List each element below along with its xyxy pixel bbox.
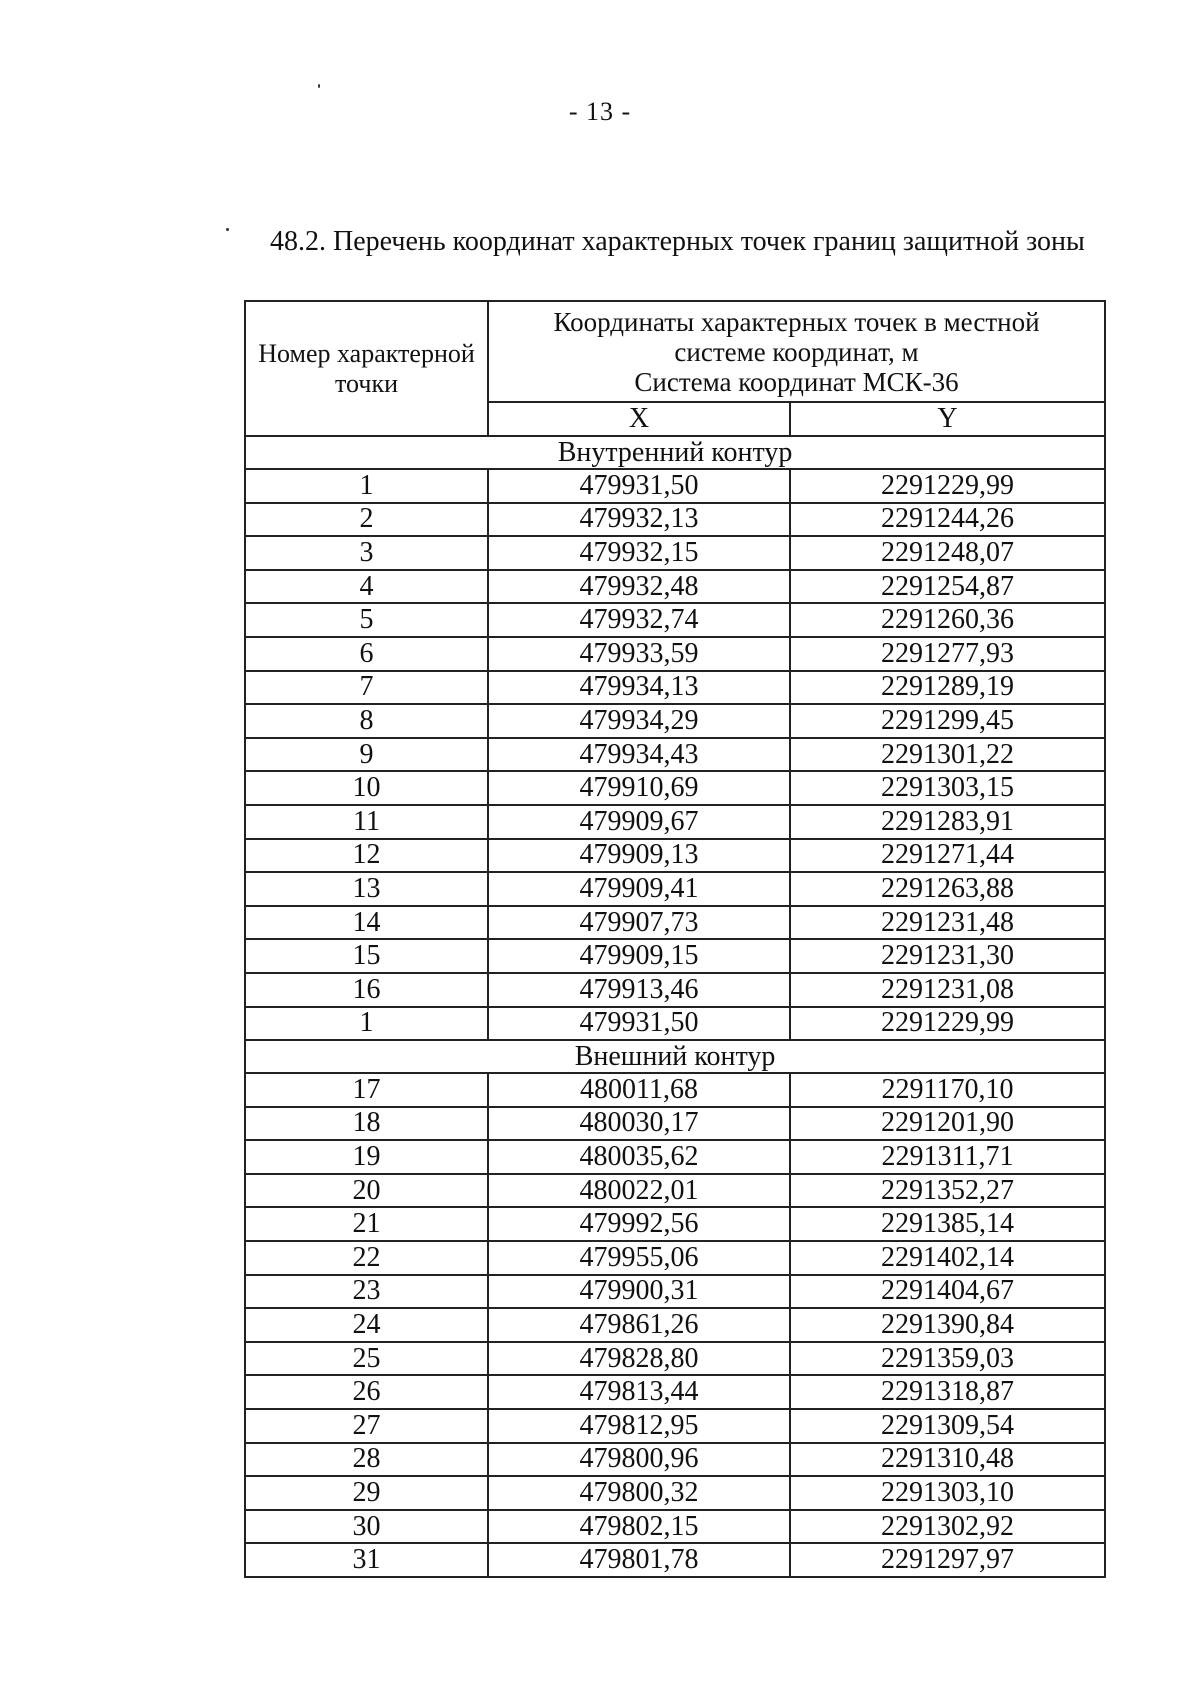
point-number-cell: 9 xyxy=(245,738,488,772)
y-coordinate-cell: 2291231,48 xyxy=(790,906,1105,940)
x-coordinate-cell: 480035,62 xyxy=(488,1140,790,1174)
x-coordinate-cell: 479800,32 xyxy=(488,1476,790,1510)
y-coordinate-cell: 2291385,14 xyxy=(790,1207,1105,1241)
point-number-cell: 7 xyxy=(245,671,488,705)
table-row xyxy=(245,503,1105,537)
x-coordinate-cell: 479932,13 xyxy=(488,503,790,537)
table-row xyxy=(245,805,1105,839)
y-coordinate-cell: 2291283,91 xyxy=(790,805,1105,839)
section-row xyxy=(245,436,1105,469)
y-coordinate-cell: 2291244,26 xyxy=(790,503,1105,537)
point-number-cell: 17 xyxy=(245,1073,488,1107)
y-coordinate-cell: 2291303,10 xyxy=(790,1476,1105,1510)
point-number-cell: 20 xyxy=(245,1174,488,1208)
header-y: Y xyxy=(790,402,1105,436)
x-coordinate-cell: 479932,74 xyxy=(488,603,790,637)
x-coordinate-cell: 479828,80 xyxy=(488,1342,790,1376)
y-coordinate-cell: 2291299,45 xyxy=(790,704,1105,738)
y-coordinate-cell: 2291254,87 xyxy=(790,570,1105,604)
point-number-cell: 23 xyxy=(245,1275,488,1309)
point-number-cell: 10 xyxy=(245,771,488,805)
x-coordinate-cell: 479932,48 xyxy=(488,570,790,604)
table-row xyxy=(245,1342,1105,1376)
header-coordinates-line1: Координаты характерных точек в местной xyxy=(553,306,1040,337)
y-coordinate-cell: 2291248,07 xyxy=(790,536,1105,570)
x-coordinate-cell: 480011,68 xyxy=(488,1073,790,1107)
y-coordinate-cell: 2291301,22 xyxy=(790,738,1105,772)
header-coordinates xyxy=(488,301,1105,402)
point-number-cell: 21 xyxy=(245,1207,488,1241)
y-coordinate-cell: 2291359,03 xyxy=(790,1342,1105,1376)
point-number-cell: 11 xyxy=(245,805,488,839)
y-coordinate-cell: 2291263,88 xyxy=(790,872,1105,906)
table-row xyxy=(245,1543,1105,1577)
coordinates-table xyxy=(244,300,1106,1578)
point-number-cell: 16 xyxy=(245,973,488,1007)
table-row xyxy=(245,603,1105,637)
y-coordinate-cell: 2291390,84 xyxy=(790,1308,1105,1342)
x-coordinate-cell: 479992,56 xyxy=(488,1207,790,1241)
table-row xyxy=(245,570,1105,604)
page-number: - 13 - xyxy=(568,97,632,126)
x-coordinate-cell: 479934,13 xyxy=(488,671,790,705)
section-row xyxy=(245,1040,1105,1073)
y-coordinate-cell: 2291170,10 xyxy=(790,1073,1105,1107)
table-row xyxy=(245,1073,1105,1107)
x-coordinate-cell: 479900,31 xyxy=(488,1275,790,1309)
point-number-cell: 2 xyxy=(245,503,488,537)
table-row xyxy=(245,1476,1105,1510)
point-number-cell: 8 xyxy=(245,704,488,738)
coordinates-table-body xyxy=(245,436,1105,1577)
x-coordinate-cell: 479813,44 xyxy=(488,1375,790,1409)
table-row xyxy=(245,704,1105,738)
section-label: Внутренний контур xyxy=(245,436,1105,469)
x-coordinate-cell: 479861,26 xyxy=(488,1308,790,1342)
table-row xyxy=(245,637,1105,671)
x-coordinate-cell: 479812,95 xyxy=(488,1409,790,1443)
table-row xyxy=(245,1107,1105,1141)
table-row xyxy=(245,839,1105,873)
scan-speck xyxy=(318,84,320,88)
y-coordinate-cell: 2291231,08 xyxy=(790,973,1105,1007)
point-number-cell: 25 xyxy=(245,1342,488,1376)
x-coordinate-cell: 479933,59 xyxy=(488,637,790,671)
table-row xyxy=(245,1140,1105,1174)
header-coordinates-line2: системе координат, м xyxy=(674,336,919,367)
scan-speck xyxy=(226,228,229,231)
y-coordinate-cell: 2291260,36 xyxy=(790,603,1105,637)
point-number-cell: 15 xyxy=(245,939,488,973)
point-number-cell: 30 xyxy=(245,1510,488,1544)
table-row xyxy=(245,1510,1105,1544)
point-number-cell: 5 xyxy=(245,603,488,637)
point-number-cell: 14 xyxy=(245,906,488,940)
point-number-cell: 4 xyxy=(245,570,488,604)
table-row xyxy=(245,1174,1105,1208)
y-coordinate-cell: 2291297,97 xyxy=(790,1543,1105,1577)
x-coordinate-cell: 479931,50 xyxy=(488,469,790,503)
y-coordinate-cell: 2291231,30 xyxy=(790,939,1105,973)
point-number-cell: 18 xyxy=(245,1107,488,1141)
x-coordinate-cell: 479910,69 xyxy=(488,771,790,805)
x-coordinate-cell: 479932,15 xyxy=(488,536,790,570)
y-coordinate-cell: 2291310,48 xyxy=(790,1443,1105,1477)
y-coordinate-cell: 2291289,19 xyxy=(790,671,1105,705)
table-row xyxy=(245,939,1105,973)
point-number-cell: 28 xyxy=(245,1443,488,1477)
y-coordinate-cell: 2291352,27 xyxy=(790,1174,1105,1208)
header-coordinates-line3: Система координат МСК-36 xyxy=(634,366,959,397)
y-coordinate-cell: 2291229,99 xyxy=(790,1007,1105,1041)
header-point-number: Номер характерной точки xyxy=(245,301,488,436)
x-coordinate-cell: 480022,01 xyxy=(488,1174,790,1208)
x-coordinate-cell: 479931,50 xyxy=(488,1007,790,1041)
point-number-cell: 31 xyxy=(245,1543,488,1577)
y-coordinate-cell: 2291309,54 xyxy=(790,1409,1105,1443)
y-coordinate-cell: 2291303,15 xyxy=(790,771,1105,805)
x-coordinate-cell: 479909,41 xyxy=(488,872,790,906)
x-coordinate-cell: 479800,96 xyxy=(488,1443,790,1477)
point-number-cell: 1 xyxy=(245,469,488,503)
point-number-cell: 1 xyxy=(245,1007,488,1041)
x-coordinate-cell: 479801,78 xyxy=(488,1543,790,1577)
table-row xyxy=(245,1007,1105,1041)
x-coordinate-cell: 479955,06 xyxy=(488,1241,790,1275)
table-row xyxy=(245,738,1105,772)
x-coordinate-cell: 479909,13 xyxy=(488,839,790,873)
table-row xyxy=(245,536,1105,570)
y-coordinate-cell: 2291402,14 xyxy=(790,1241,1105,1275)
table-row xyxy=(245,1308,1105,1342)
point-number-cell: 3 xyxy=(245,536,488,570)
x-coordinate-cell: 479934,43 xyxy=(488,738,790,772)
y-coordinate-cell: 2291277,93 xyxy=(790,637,1105,671)
x-coordinate-cell: 479934,29 xyxy=(488,704,790,738)
x-coordinate-cell: 480030,17 xyxy=(488,1107,790,1141)
table-row xyxy=(245,1375,1105,1409)
table-row xyxy=(245,1443,1105,1477)
table-row xyxy=(245,906,1105,940)
x-coordinate-cell: 479913,46 xyxy=(488,973,790,1007)
x-coordinate-cell: 479909,67 xyxy=(488,805,790,839)
x-coordinate-cell: 479802,15 xyxy=(488,1510,790,1544)
table-row xyxy=(245,1207,1105,1241)
y-coordinate-cell: 2291229,99 xyxy=(790,469,1105,503)
table-row xyxy=(245,973,1105,1007)
table-row xyxy=(245,1241,1105,1275)
y-coordinate-cell: 2291201,90 xyxy=(790,1107,1105,1141)
point-number-cell: 26 xyxy=(245,1375,488,1409)
point-number-cell: 29 xyxy=(245,1476,488,1510)
table-row xyxy=(245,771,1105,805)
y-coordinate-cell: 2291302,92 xyxy=(790,1510,1105,1544)
point-number-cell: 22 xyxy=(245,1241,488,1275)
point-number-cell: 19 xyxy=(245,1140,488,1174)
point-number-cell: 24 xyxy=(245,1308,488,1342)
y-coordinate-cell: 2291318,87 xyxy=(790,1375,1105,1409)
table-row xyxy=(245,1409,1105,1443)
point-number-cell: 6 xyxy=(245,637,488,671)
table-row xyxy=(245,671,1105,705)
point-number-cell: 27 xyxy=(245,1409,488,1443)
x-coordinate-cell: 479907,73 xyxy=(488,906,790,940)
y-coordinate-cell: 2291311,71 xyxy=(790,1140,1105,1174)
section-title: 48.2. Перечень координат характерных точек границ защитной зоны xyxy=(270,226,1085,257)
x-coordinate-cell: 479909,15 xyxy=(488,939,790,973)
point-number-cell: 12 xyxy=(245,839,488,873)
point-number-cell: 13 xyxy=(245,872,488,906)
y-coordinate-cell: 2291271,44 xyxy=(790,839,1105,873)
header-x: X xyxy=(488,402,790,436)
table-row xyxy=(245,872,1105,906)
table-row xyxy=(245,469,1105,503)
table-row xyxy=(245,1275,1105,1309)
section-label: Внешний контур xyxy=(245,1040,1105,1073)
y-coordinate-cell: 2291404,67 xyxy=(790,1275,1105,1309)
